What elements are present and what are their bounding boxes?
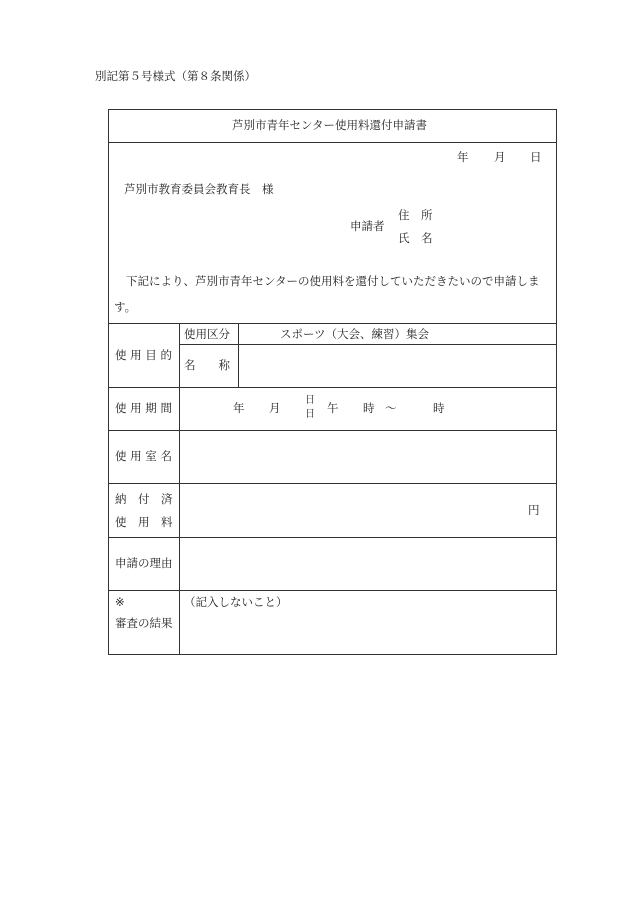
- purpose-label: 使 用 目 的: [115, 348, 172, 362]
- date-day: 日: [530, 150, 542, 164]
- purpose-subcolumn-divider: [238, 323, 239, 387]
- period-day-upper: 日: [305, 395, 315, 406]
- period-start-hour: 時: [363, 401, 375, 415]
- category-label: 使用区分: [184, 327, 230, 341]
- fee-unit: 円: [528, 503, 540, 517]
- applicant-address-label: 住 所: [398, 208, 433, 222]
- reason-label: 申請の理由: [115, 556, 173, 570]
- period-day-lower: 日: [305, 409, 315, 420]
- reason-divider: [108, 590, 557, 591]
- applicant-label: 申請者: [350, 219, 385, 233]
- fee-label-line2: 使 用 料: [115, 515, 173, 529]
- request-statement: 下記により、芦別市青年センターの使用料を還付していただきたいので申請します。: [114, 274, 540, 314]
- form-number-label: 別記第５号様式（第８条関係）: [95, 69, 256, 83]
- addressee: 芦別市教育委員会教育長 様: [124, 182, 274, 196]
- period-tilde: ～: [385, 401, 397, 415]
- period-year: 年: [233, 401, 245, 415]
- period-am-pm: 午: [327, 401, 339, 415]
- purpose-divider: [108, 387, 557, 388]
- category-value: スポーツ（大会、練習）集会: [280, 327, 430, 341]
- label-column-divider: [179, 323, 180, 655]
- result-label: 審査の結果: [115, 616, 173, 630]
- table-top-divider: [108, 323, 557, 324]
- period-label: 使 用 期 間: [115, 401, 172, 415]
- period-end-hour: 時: [433, 401, 445, 415]
- purpose-inner-divider: [179, 344, 557, 345]
- room-label: 使 用 室 名: [115, 449, 172, 463]
- title-divider: [108, 142, 557, 143]
- date-month: 月: [494, 150, 506, 164]
- event-name-label: 名 称: [184, 358, 230, 372]
- period-month: 月: [269, 401, 281, 415]
- office-use-mark: ※: [115, 595, 125, 609]
- room-divider: [108, 483, 557, 484]
- office-use-note: （記入しないこと）: [184, 595, 288, 609]
- applicant-name-label: 氏 名: [398, 231, 433, 245]
- date-year: 年: [457, 150, 469, 164]
- period-divider: [108, 430, 557, 431]
- form-title: 芦別市青年センター使用料還付申請書: [232, 118, 428, 132]
- fee-divider: [108, 537, 557, 538]
- fee-label-line1: 納 付 済: [115, 492, 173, 506]
